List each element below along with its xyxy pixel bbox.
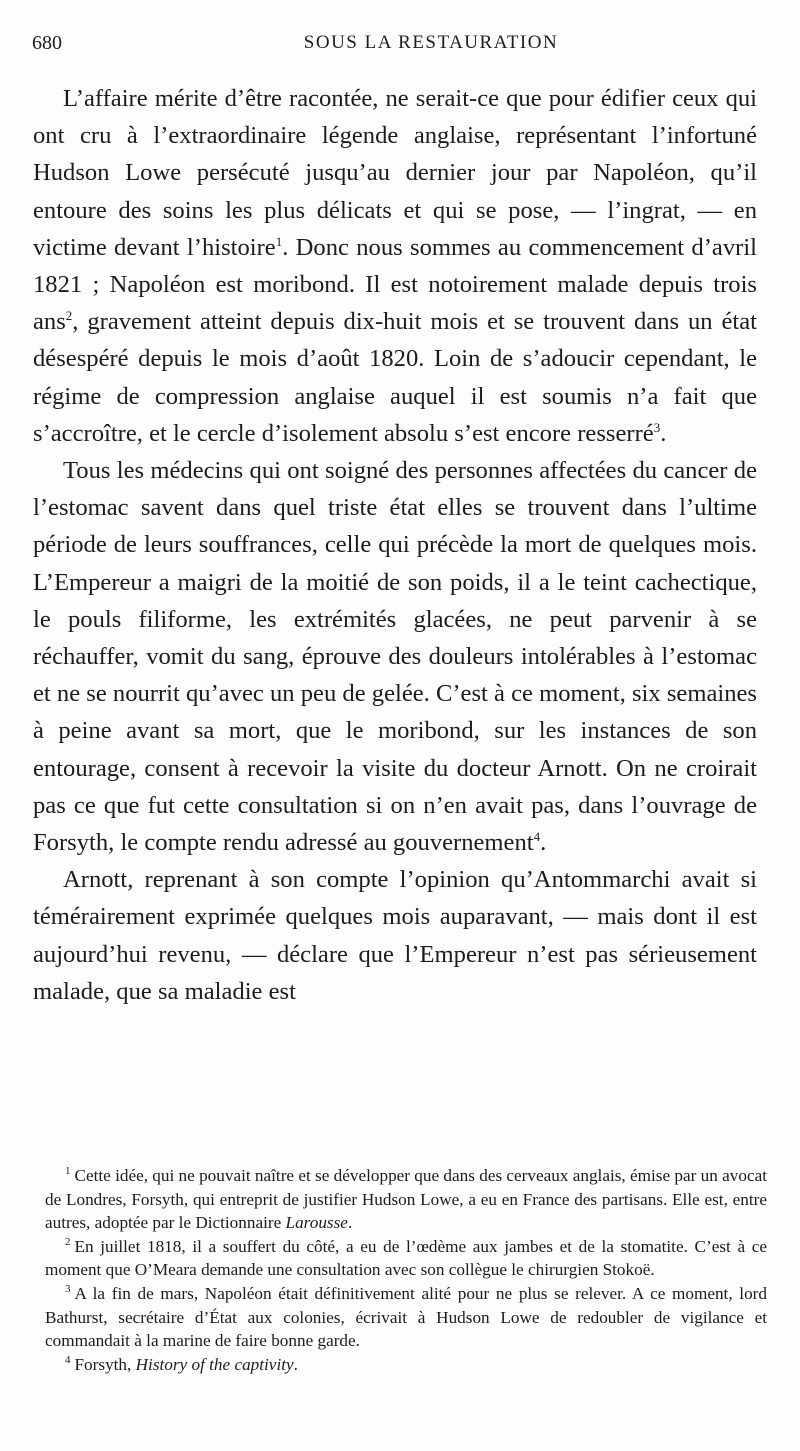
paragraph-1-part-1: L’affaire mérite d’être racontée, ne serait-ce que pour édifier ceux qui ont cru à l’extraordinaire légende anglaise, représentant l’infortuné Hudson Lowe persécuté jusqu’au dernier jour par Napoléon, qu’il entoure des soins les plus délicats et qui se pose, — l’ingrat, — en victime devant l’histoire xyxy=(33,85,757,261)
footnote-2-text: En juillet 1818, il a souffert du côté, a eu de l’œdème aux jambes et de la stomatite. C’est à ce moment que O’Meara demande une consultation avec son collègue le chirurgien Stokoë. xyxy=(45,1236,767,1280)
paragraph-2 xyxy=(33,452,757,861)
paragraph-3 xyxy=(33,861,757,1010)
footnote-1-italic: Larousse xyxy=(285,1213,348,1233)
footnote-4 xyxy=(45,1353,767,1377)
running-title: SOUS LA RESTAURATION xyxy=(303,32,559,53)
body-text xyxy=(33,80,757,1010)
footnote-4-italic: History of the captivity xyxy=(135,1354,294,1374)
footnote-1-text: Cette idée, qui ne pouvait naître et se développer que dans des cerveaux anglais, émise par un avocat de Londres, Forsyth, qui entreprit de justifier Hudson Lowe, a eu en France des partisans. Elle est, entre autres, adoptée par le Dictionnaire xyxy=(45,1166,767,1233)
paragraph-1-part-3: , gravement atteint depuis dix-huit mois et se trouvent dans un état désespéré depuis le mois d’août 1820. Loin de s’adoucir cependant, le régime de compression anglaise auquel il est soumis n’a fait que s’accroître, et le cercle d’isolement absolu s’est encore resserré xyxy=(33,308,757,447)
footnote-4-text: Forsyth, xyxy=(74,1354,136,1374)
paragraph-1-part-2: . Donc nous sommes au commencement d’avril 1821 ; Napoléon est moribond. Il est notoirement malade depuis trois ans xyxy=(33,233,757,336)
paragraph-1 xyxy=(33,80,757,452)
footnote-ref-4: 4 xyxy=(533,828,541,844)
footnote-ref-1: 1 xyxy=(275,233,283,249)
footnote-3 xyxy=(45,1282,767,1353)
page-number: 680 xyxy=(32,32,62,54)
footnote-2 xyxy=(45,1235,767,1282)
footnote-2-mark: 2 xyxy=(65,1236,71,1249)
paragraph-2-part-1: Tous les médecins qui ont soigné des personnes affectées du cancer de l’estomac savent dans quel triste état elles se trouvent dans l’ultime période de leurs souffrances, celle qui précède la mort de quelques mois. L’Empereur a maigri de la moitié de son poids, il a le teint cachectique, le pouls filiforme, les extrémités glacées, ne peut parvenir à se réchauffer, vomit du sang, éprouve des douleurs intolérables à l’estomac et ne se nourrit qu’avec un peu de gelée. C’est à ce moment, six semaines à peine avant sa mort, que le moribond, sur les instances de son entourage, consent à recevoir la visite du docteur Arnott. On ne croirait pas ce que fut cette consultation si on n’en avait pas, dans l’ouvrage de Forsyth, le compte rendu adressé au gouvernement xyxy=(33,457,757,857)
paragraph-1-part-4: . xyxy=(660,419,667,447)
footnote-3-text: A la fin de mars, Napoléon était définitivement alité pour ne plus se relever. A ce moment, lord Bathurst, secrétaire d’État aux colonies, écrivait à Hudson Lowe de redoubler de vigilance et commandait à la marine de faire bonne garde. xyxy=(45,1283,767,1351)
footnote-4-mark: 4 xyxy=(65,1354,71,1367)
footnote-ref-3: 3 xyxy=(653,419,661,435)
footnote-1-after: . xyxy=(347,1213,353,1233)
footnote-ref-2: 2 xyxy=(65,308,73,324)
footnotes xyxy=(45,1164,767,1376)
footnote-1 xyxy=(45,1164,767,1235)
footnote-1-mark: 1 xyxy=(65,1165,71,1178)
paragraph-3-part-1: Arnott, reprenant à son compte l’opinion qu’Antommarchi avait si témérairement exprimée quelques mois auparavant, — mais dont il est aujourd’hui revenu, — déclare que l’Empereur n’est pas sérieusement malade, que sa maladie est xyxy=(33,866,757,1005)
footnote-4-after: . xyxy=(293,1354,298,1374)
footnote-3-mark: 3 xyxy=(65,1283,71,1296)
running-head xyxy=(32,32,760,62)
paragraph-2-part-2: . xyxy=(540,829,547,857)
